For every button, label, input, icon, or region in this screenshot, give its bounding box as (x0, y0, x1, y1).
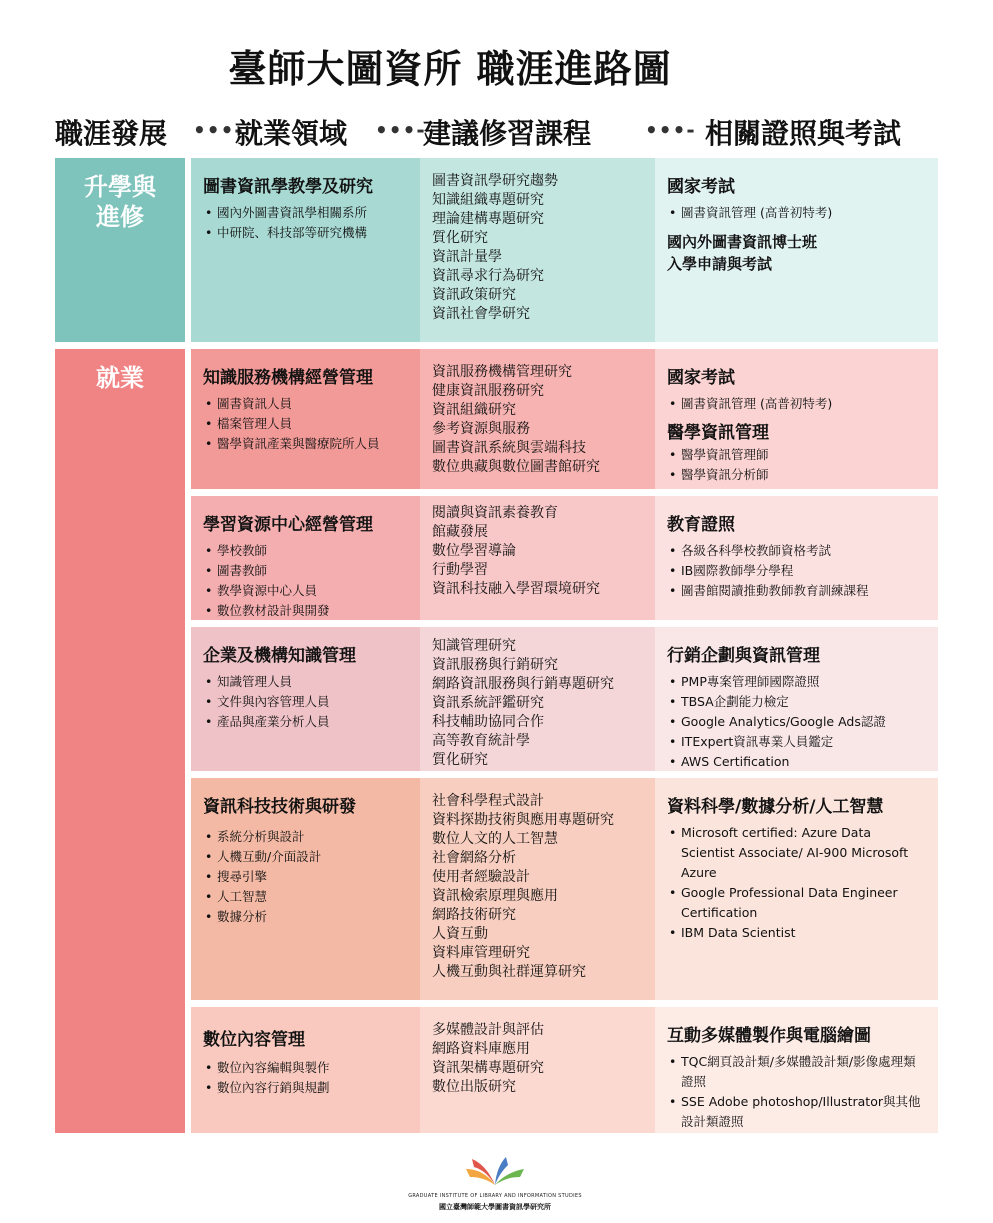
cert-item: • Microsoft certified: Azure Data Scientist Associate/ AI-900 Microsoft Azure (667, 823, 928, 883)
cert-title: 國家考試 (667, 368, 735, 388)
cert-title: 行銷企劃與資訊管理 (667, 646, 820, 666)
header-dots-1: •••- (193, 118, 244, 142)
certs-cell (655, 349, 938, 489)
field-item: • 數位內容編輯與製作 (203, 1058, 410, 1078)
field-item: • 圖書教師 (203, 561, 410, 581)
certs-cell (655, 778, 938, 1000)
cert-title: 國家考試 (667, 177, 735, 197)
cert-item: • PMP專案管理師國際證照 (667, 672, 928, 692)
certs-cell (655, 627, 938, 771)
cert-item: • AWS Certification (667, 752, 928, 771)
course-item: 資訊架構專題研究 (432, 1060, 544, 1076)
field-cell (191, 158, 420, 342)
courses-cell (420, 778, 655, 1000)
course-item: 多媒體設計與評估 (432, 1022, 544, 1038)
course-item: 資訊計量學 (432, 249, 502, 265)
field-title: 資訊科技技術與研發 (203, 797, 356, 817)
field-title: 知識服務機構經營管理 (203, 368, 373, 388)
header-field: 就業領域 (235, 117, 348, 150)
field-cell (191, 349, 420, 489)
cert-title: 國內外圖書資訊博士班 入學申請與考試 (667, 233, 818, 273)
field-cell (191, 1007, 420, 1133)
certs-cell (655, 158, 938, 342)
course-item: 資訊檢索原理與應用 (432, 888, 558, 904)
cert-item: • 圖書資訊管理 (高普初特考) (667, 203, 928, 223)
institute-logo (395, 1155, 595, 1215)
courses-cell (420, 349, 655, 489)
course-item: 資訊服務機構管理研究 (432, 364, 572, 380)
courses-cell (420, 627, 655, 771)
field-item: • 系統分析與設計 (203, 827, 410, 847)
course-item: 網路資料庫應用 (432, 1041, 530, 1057)
field-item: • 檔案管理人員 (203, 414, 410, 434)
header-dots-3: •••- (645, 118, 696, 142)
page-title: 臺師大圖資所 職涯進路圖 (228, 47, 672, 91)
book-logo-icon (460, 1155, 530, 1187)
field-item: • 數位內容行銷與規劃 (203, 1078, 410, 1098)
course-item: 圖書資訊學研究趨勢 (432, 173, 558, 189)
course-item: 理論建構專題研究 (432, 211, 544, 227)
course-item: 資料庫管理研究 (432, 945, 530, 961)
cert-title: 互動多媒體製作與電腦繪圖 (667, 1026, 871, 1046)
course-item: 資訊服務與行銷研究 (432, 657, 558, 673)
certs-cell (655, 496, 938, 620)
cert-item: • 圖書資訊管理 (高普初特考) (667, 394, 928, 414)
cert-item: • Google Analytics/Google Ads認證 (667, 712, 928, 732)
course-item: 知識管理研究 (432, 638, 516, 654)
field-cell (191, 496, 420, 620)
course-item: 資訊社會學研究 (432, 306, 530, 322)
field-title: 圖書資訊學教學及研究 (203, 177, 373, 197)
certs-cell (655, 1007, 938, 1133)
course-item: 數位學習導論 (432, 543, 516, 559)
field-cell (191, 778, 420, 1000)
cert-title: 醫學資訊管理 (667, 423, 769, 443)
cert-item: • SSE Adobe photoshop/Illustrator與其他設計類證照 (667, 1092, 928, 1132)
courses-cell (420, 1007, 655, 1133)
courses-cell (420, 496, 655, 620)
course-item: 人資互動 (432, 926, 488, 942)
course-item: 資訊科技融入學習環境研究 (432, 581, 600, 597)
course-item: 知識組織專題研究 (432, 192, 544, 208)
course-item: 參考資源與服務 (432, 421, 530, 437)
logo-english-text: GRADUATE INSTITUTE OF LIBRARY AND INFORMATION STUDIES (408, 1193, 582, 1199)
course-item: 網路技術研究 (432, 907, 516, 923)
field-item: • 人工智慧 (203, 887, 410, 907)
field-item: • 文件與內容管理人員 (203, 692, 410, 712)
field-item: • 搜尋引擎 (203, 867, 410, 887)
field-cell (191, 627, 420, 771)
course-item: 科技輔助協同合作 (432, 714, 544, 730)
cert-item: • ITExpert資訊專業人員鑑定 (667, 732, 928, 752)
header-courses: 建議修習課程 (423, 117, 592, 150)
course-item: 資訊組織研究 (432, 402, 516, 418)
cert-item: • 各級各科學校教師資格考試 (667, 541, 928, 561)
field-item: • 產品與產業分析人員 (203, 712, 410, 732)
course-item: 數位人文的人工智慧 (432, 831, 558, 847)
column-headers (55, 112, 940, 152)
course-item: 資訊政策研究 (432, 287, 516, 303)
cert-item: • 圖書館閱讀推動教師教育訓練課程 (667, 581, 928, 601)
course-item: 資料探勘技術與應用專題研究 (432, 812, 614, 828)
course-item: 資訊尋求行為研究 (432, 268, 544, 284)
field-item: • 知識管理人員 (203, 672, 410, 692)
course-item: 社會科學程式設計 (432, 793, 544, 809)
header-certs: 相關證照與考試 (705, 117, 902, 150)
course-item: 社會網絡分析 (432, 850, 516, 866)
cert-title: 教育證照 (667, 515, 735, 535)
field-item: • 醫學資訊產業與醫療院所人員 (203, 434, 410, 454)
logo-chinese-text: 國立臺灣師範大學圖書資訊學研究所 (439, 1203, 551, 1211)
category-further-study: 升學與 進修 (55, 158, 185, 342)
cert-item: • TQC網頁設計類/多媒體設計類/影像處理類證照 (667, 1052, 928, 1092)
course-item: 高等教育統計學 (432, 733, 530, 749)
field-title: 企業及機構知識管理 (203, 646, 356, 666)
course-item: 圖書資訊系統與雲端科技 (432, 440, 586, 456)
course-item: 資訊系統評鑑研究 (432, 695, 544, 711)
course-item: 健康資訊服務研究 (432, 383, 544, 399)
course-item: 館藏發展 (432, 524, 488, 540)
cert-title: 資料科學/數據分析/人工智慧 (667, 797, 884, 817)
field-item: • 數據分析 (203, 907, 410, 927)
course-item: 質化研究 (432, 752, 488, 768)
course-item: 閱讀與資訊素養教育 (432, 505, 558, 521)
field-item: • 教學資源中心人員 (203, 581, 410, 601)
course-item: 網路資訊服務與行銷專題研究 (432, 676, 614, 692)
field-item: • 人機互動/介面設計 (203, 847, 410, 867)
course-item: 人機互動與社群運算研究 (432, 964, 586, 980)
field-item: • 國內外圖書資訊學相關系所 (203, 203, 410, 223)
category-employment: 就業 (55, 349, 185, 1133)
field-title: 學習資源中心經營管理 (203, 515, 373, 535)
cert-item: • IB國際教師學分學程 (667, 561, 928, 581)
course-item: 行動學習 (432, 562, 488, 578)
field-item: • 中研院、科技部等研究機構 (203, 223, 410, 243)
cert-item: • IBM Data Scientist (667, 923, 928, 943)
header-career: 職涯發展 (55, 117, 168, 150)
cert-item: • 醫學資訊管理師 (667, 445, 928, 465)
header-dots-2: •••- (375, 118, 426, 142)
field-item: • 數位教材設計與開發 (203, 601, 410, 620)
course-item: 質化研究 (432, 230, 488, 246)
course-item: 數位典藏與數位圖書館研究 (432, 459, 600, 475)
courses-cell (420, 158, 655, 342)
field-title: 數位內容管理 (203, 1030, 305, 1050)
cert-item: • 醫學資訊分析師 (667, 465, 928, 485)
course-item: 使用者經驗設計 (432, 869, 530, 885)
field-item: • 圖書資訊人員 (203, 394, 410, 414)
cert-item: • TBSA企劃能力檢定 (667, 692, 928, 712)
field-item: • 學校教師 (203, 541, 410, 561)
cert-item: • Google Professional Data Engineer Certification (667, 883, 928, 923)
course-item: 數位出版研究 (432, 1079, 516, 1095)
